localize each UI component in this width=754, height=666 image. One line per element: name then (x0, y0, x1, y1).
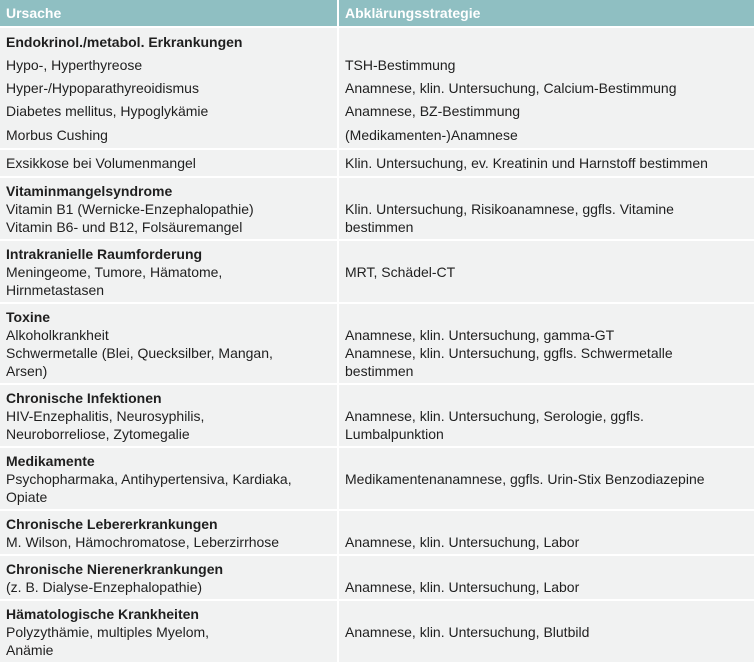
group-title-cell (0, 27, 338, 51)
cause-cell (0, 447, 338, 510)
group-title: Intrakranielle Raumforderung (6, 246, 203, 262)
empty-cell (338, 27, 754, 51)
strategy-text: Anamnese, klin. Untersuchung, Calcium-Bestimmung (345, 80, 677, 96)
cause-line: Meningeome, Tumore, Hämatome, (6, 264, 223, 280)
strategy-cell (338, 74, 754, 97)
strategy-cell (338, 240, 754, 303)
cause-line: Alkoholkrankheit (6, 327, 109, 343)
cause-cell (0, 240, 338, 303)
strategy-cell (338, 303, 754, 384)
cause-cell (0, 384, 338, 447)
group-title: Endokrinol./metabol. Erkrankungen (6, 34, 243, 50)
cause-cell (0, 177, 338, 240)
table-row (0, 555, 754, 600)
strategy-line: Lumbalpunktion (345, 426, 444, 442)
group-title: Chronische Nierenerkrankungen (6, 561, 224, 577)
cause-text: Morbus Cushing (6, 127, 108, 143)
cause-cell (0, 149, 338, 177)
table-row (0, 149, 754, 177)
strategy-line: Anamnese, klin. Untersuchung, Labor (345, 579, 580, 595)
table-row (0, 447, 754, 510)
strategy-line: Medikamentenanamnese, ggfls. Urin-Stix Benzodiazepine (345, 471, 705, 487)
strategy-cell (338, 97, 754, 120)
cause-line: Arsen) (6, 363, 48, 379)
cause-line: Vitamin B1 (Wernicke-Enzephalopathie) (6, 201, 254, 217)
strategy-line: bestimmen (345, 363, 414, 379)
strategy-text: TSH-Bestimmung (345, 57, 456, 73)
cause-line: (z. B. Dialyse-Enzephalopathie) (6, 579, 203, 595)
header-row (0, 0, 754, 27)
table-row (0, 120, 754, 149)
table-row (0, 240, 754, 303)
cause-cell (0, 555, 338, 600)
table-row (0, 384, 754, 447)
strategy-line: Anamnese, klin. Untersuchung, gamma-GT (345, 327, 615, 343)
cause-cell (0, 510, 338, 555)
cause-line: Anämie (6, 642, 54, 658)
strategy-cell (338, 177, 754, 240)
strategy-cell (338, 447, 754, 510)
strategy-cell (338, 120, 754, 149)
group-title: Vitaminmangelsyndrome (6, 183, 173, 199)
cause-line: Schwermetalle (Blei, Quecksilber, Mangan, (6, 345, 273, 361)
strategy-cell (338, 555, 754, 600)
strategy-line: Anamnese, klin. Untersuchung, Labor (345, 534, 580, 550)
strategy-line: Anamnese, klin. Untersuchung, ggfls. Schwermetalle (345, 345, 673, 361)
strategy-text: Anamnese, BZ-Bestimmung (345, 103, 521, 119)
strategy-cell (338, 384, 754, 447)
strategy-line: Anamnese, klin. Untersuchung, Blutbild (345, 624, 590, 640)
cause-text: Exsikkose bei Volumenmangel (6, 155, 196, 171)
table-row (0, 51, 754, 74)
table-row (0, 27, 754, 51)
table-row (0, 510, 754, 555)
cause-text: Diabetes mellitus, Hypoglykämie (6, 103, 209, 119)
cause-line: M. Wilson, Hämochromatose, Leberzirrhose (6, 534, 280, 550)
header-strategy: Abklärungsstrategie (338, 0, 754, 27)
cause-cell (0, 600, 338, 662)
strategy-text: (Medikamenten-)Anamnese (345, 127, 518, 143)
cause-cell (0, 120, 338, 149)
cause-line: Vitamin B6- und B12, Folsäuremangel (6, 219, 243, 235)
table-row (0, 74, 754, 97)
table-row (0, 303, 754, 384)
table-row (0, 600, 754, 662)
strategy-cell (338, 149, 754, 177)
cause-cell (0, 51, 338, 74)
strategy-text: Klin. Untersuchung, ev. Kreatinin und Harnstoff bestimmen (345, 155, 708, 171)
group-title: Toxine (6, 309, 51, 325)
strategy-cell (338, 510, 754, 555)
strategy-line: Klin. Untersuchung, Risikoanamnese, ggfls. Vitamine (345, 201, 674, 217)
cause-line: Hirnmetastasen (6, 282, 105, 298)
group-title: Hämatologische Krankheiten (6, 606, 199, 622)
cause-cell (0, 97, 338, 120)
strategy-cell (338, 600, 754, 662)
cause-line: Opiate (6, 489, 48, 505)
group-title: Chronische Lebererkrankungen (6, 516, 218, 532)
cause-line: Polyzythämie, multiples Myelom, (6, 624, 210, 640)
cause-line: Neuroborreliose, Zytomegalie (6, 426, 190, 442)
cause-text: Hypo-, Hyperthyreose (6, 57, 143, 73)
strategy-cell (338, 51, 754, 74)
strategy-line: Anamnese, klin. Untersuchung, Serologie, ggfls. (345, 408, 644, 424)
cause-line: Psychopharmaka, Antihypertensiva, Kardiaka, (6, 471, 292, 487)
cause-cell (0, 74, 338, 97)
table-row (0, 97, 754, 120)
cause-cell (0, 303, 338, 384)
table-row (0, 177, 754, 240)
group-title: Chronische Infektionen (6, 390, 162, 406)
strategy-line: MRT, Schädel-CT (345, 264, 456, 280)
cause-text: Hyper-/Hypoparathyreoidismus (6, 80, 199, 96)
header-cause: Ursache (0, 0, 338, 27)
cause-line: HIV-Enzephalitis, Neurosyphilis, (6, 408, 205, 424)
group-title: Medikamente (6, 453, 95, 469)
strategy-line: bestimmen (345, 219, 414, 235)
